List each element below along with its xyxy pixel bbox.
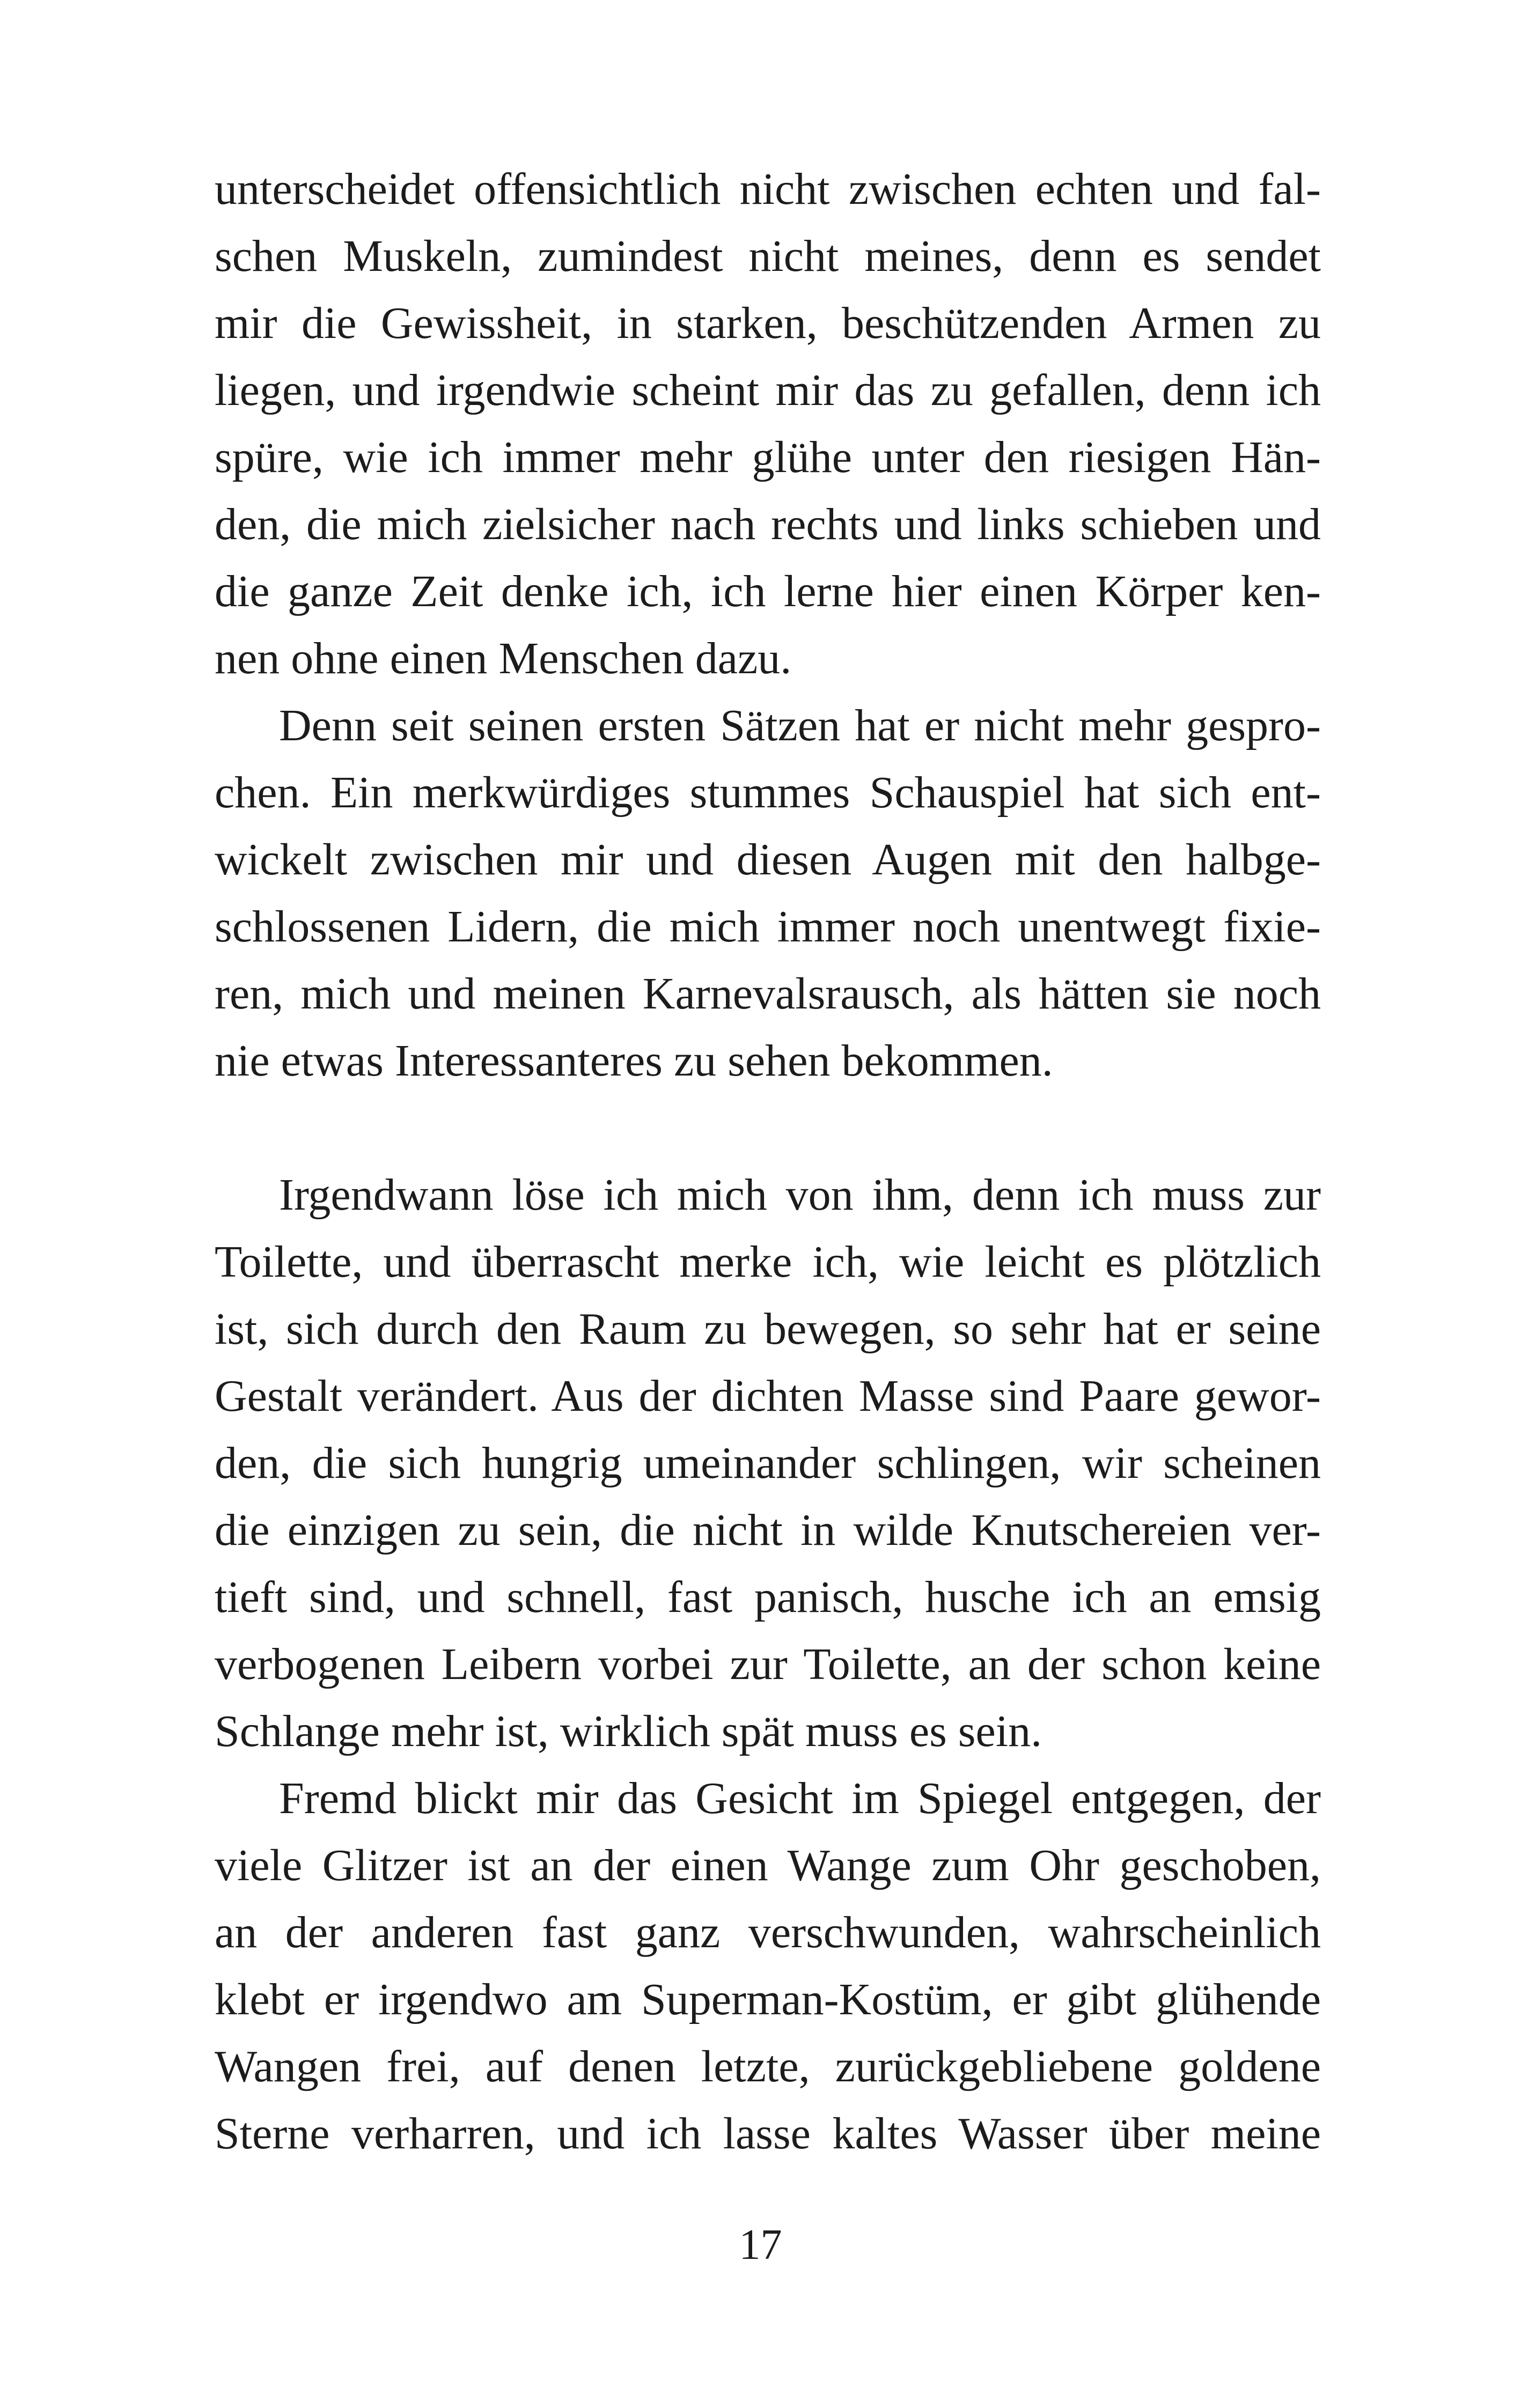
text-line: ren, mich und meinen Karnevalsrausch, als hätten sie noch xyxy=(215,969,1321,1019)
text-section-2 xyxy=(215,1161,1321,2167)
text-line: verbogenen Leibern vorbei zur Toilette, an der schon keine xyxy=(215,1639,1321,1689)
text-line: an der anderen fast ganz verschwunden, wahrscheinlich xyxy=(215,1908,1321,1957)
page-number: 17 xyxy=(739,2221,782,2269)
text-line: liegen, und irgendwie scheint mir das zu gefallen, denn ich xyxy=(215,365,1321,415)
text-line: Irgendwann löse ich mich von ihm, denn ich muss zur xyxy=(279,1170,1321,1220)
text-line: wickelt zwischen mir und diesen Augen mit den halbge- xyxy=(215,835,1321,885)
text-line: viele Glitzer ist an der einen Wange zum Ohr geschoben, xyxy=(215,1840,1321,1890)
text-line: spüre, wie ich immer mehr glühe unter den riesigen Hän- xyxy=(215,432,1321,482)
text-line: Fremd blickt mir das Gesicht im Spiegel entgegen, der xyxy=(279,1773,1321,1823)
text-line: den, die mich zielsicher nach rechts und links schieben und xyxy=(215,499,1321,549)
text-line: mir die Gewissheit, in starken, beschützenden Armen zu xyxy=(215,298,1321,348)
text-line: Wangen frei, auf denen letzte, zurückgebliebene goldene xyxy=(215,2042,1321,2092)
text-line: ist, sich durch den Raum zu bewegen, so sehr hat er seine xyxy=(215,1304,1321,1354)
paragraph xyxy=(215,156,1321,692)
text-line: Schlange mehr ist, wirklich spät muss es sein. xyxy=(215,1706,1042,1756)
text-line: den, die sich hungrig umeinander schlingen, wir scheinen xyxy=(215,1438,1321,1488)
text-line: die ganze Zeit denke ich, ich lerne hier einen Körper ken- xyxy=(215,566,1321,616)
text-section-1 xyxy=(215,156,1321,1094)
text-line: die einzigen zu sein, die nicht in wilde Knutschereien ver- xyxy=(215,1505,1321,1555)
text-line: klebt er irgendwo am Superman-Kostüm, er gibt glühende xyxy=(215,1975,1321,2024)
text-line: tieft sind, und schnell, fast panisch, husche ich an emsig xyxy=(215,1572,1321,1622)
paragraph xyxy=(215,1161,1321,1765)
text-line: schlossenen Lidern, die mich immer noch unentwegt fixie- xyxy=(215,902,1321,952)
text-line: unterscheidet offensichtlich nicht zwischen echten und fal- xyxy=(215,164,1321,214)
text-line: nie etwas Interessanteres zu sehen bekommen. xyxy=(215,1036,1053,1086)
text-line: Toilette, und überrascht merke ich, wie leicht es plötzlich xyxy=(215,1237,1321,1287)
paragraph xyxy=(215,1765,1321,2167)
text-line: nen ohne einen Menschen dazu. xyxy=(215,634,792,683)
text-line: Sterne verharren, und ich lasse kaltes Wasser über meine xyxy=(215,2109,1321,2159)
text-line: chen. Ein merkwürdiges stummes Schauspiel hat sich ent- xyxy=(215,768,1321,818)
text-line: Denn seit seinen ersten Sätzen hat er nicht mehr gespro- xyxy=(279,701,1321,750)
text-line: Gestalt verändert. Aus der dichten Masse sind Paare gewor- xyxy=(215,1371,1321,1421)
paragraph xyxy=(215,692,1321,1094)
text-line: schen Muskeln, zumindest nicht meines, denn es sendet xyxy=(215,231,1321,281)
